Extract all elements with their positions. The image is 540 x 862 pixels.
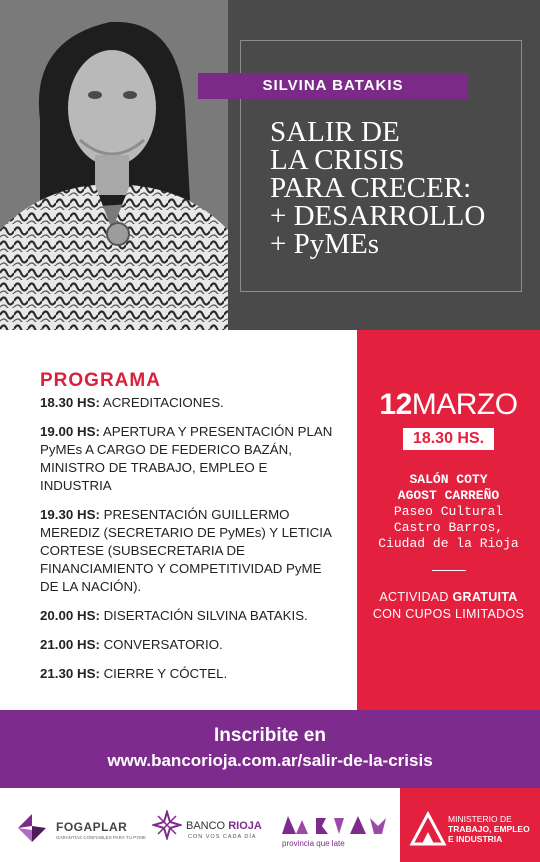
program-item <box>40 607 340 625</box>
program-item <box>40 394 340 412</box>
program-item-time: 18.30 HS: <box>40 395 100 410</box>
venue-name: SALÓN COTY <box>409 472 488 487</box>
venue-address-line: Ciudad de la Rioja <box>378 536 519 551</box>
fogaplar-logo <box>16 812 146 849</box>
la-rioja-wordmark <box>282 812 392 836</box>
banco-rioja-icon <box>152 810 182 840</box>
banco-rioja-tagline: CON VOS CADA DÍA <box>188 834 257 840</box>
divider <box>432 570 466 571</box>
program-item-text: ACREDITACIONES. <box>99 395 224 410</box>
banco-rioja-logo <box>152 810 262 845</box>
headline-line: + DESARROLLO <box>270 200 486 232</box>
ministerio-line: E INDUSTRIA <box>448 834 503 844</box>
headline-line: PARA CRECER: <box>270 172 472 204</box>
banco-rioja-name <box>186 820 262 832</box>
headline-line: SALIR DE <box>270 116 400 148</box>
program-item-time: 21.00 HS: <box>40 637 100 652</box>
ministerio-line: TRABAJO, EMPLEO <box>448 824 530 834</box>
provincia-logo <box>282 812 392 848</box>
program-item-time: 21.30 HS: <box>40 666 100 681</box>
inscription-title: Inscribite en <box>214 725 326 746</box>
ministerio-icon <box>408 808 448 848</box>
headline-line: + PyMEs <box>270 228 380 260</box>
ministerio-line: MINISTERIO DE <box>448 814 512 824</box>
provincia-tagline: provincia que late <box>282 839 345 848</box>
program-item-text: DISERTACIÓN SILVINA BATAKIS. <box>99 608 308 623</box>
activity-free: GRATUITA <box>452 590 518 604</box>
inscription-url-link[interactable]: www.bancorioja.com.ar/salir-de-la-crisis <box>107 751 433 770</box>
activity-limit: CON CUPOS LIMITADOS <box>372 607 525 621</box>
event-date <box>357 388 540 422</box>
speaker-name-banner: SILVINA BATAKIS <box>198 73 468 99</box>
program-item-time: 19.30 HS: <box>40 507 100 522</box>
inscription-band <box>0 710 540 788</box>
speaker-photo <box>0 0 228 330</box>
footer-logos <box>0 788 540 862</box>
program-item <box>40 423 340 495</box>
activity-prefix: ACTIVIDAD <box>379 590 453 604</box>
program-title: PROGRAMA <box>40 370 161 391</box>
event-venue <box>357 472 540 552</box>
rioja-word: RIOJA <box>228 820 262 832</box>
event-headline <box>270 118 530 258</box>
program-item-text: CIERRE Y CÓCTEL. <box>99 666 228 681</box>
event-month: MARZO <box>411 388 518 421</box>
venue-address-line: Paseo Cultural <box>393 504 504 519</box>
banco-word: BANCO <box>186 820 229 832</box>
program-item-time: 20.00 HS: <box>40 608 100 623</box>
fogaplar-name: FOGAPLAR <box>56 820 128 834</box>
program-item <box>40 665 340 683</box>
event-info-panel <box>357 330 540 710</box>
headline-line: LA CRISIS <box>270 144 405 176</box>
venue-address-line: Castro Barros, <box>393 520 504 535</box>
program-item-text: CONVERSATORIO. <box>99 637 223 652</box>
fogaplar-tagline: GARANTÍAS CONFIABLES PARA TU PYME <box>56 835 146 840</box>
program-item-time: 19.00 HS: <box>40 424 100 439</box>
fogaplar-icon <box>16 812 52 844</box>
program-item <box>40 506 340 596</box>
ministerio-logo <box>400 788 540 862</box>
program-item <box>40 636 340 654</box>
program-section <box>0 330 357 710</box>
header-section <box>0 0 540 330</box>
event-time-badge: 18.30 HS. <box>403 428 494 450</box>
program-item-text: PRESENTACIÓN GUILLERMO MEREDIZ (SECRETARIO DE PyMEs) Y LETICIA CORTESE (SUBSECRETARIA DE FINANCIAMIENTO Y COMPETITIVIDAD PyME DE LA NACIÓN). <box>40 507 332 594</box>
activity-note <box>357 589 540 623</box>
event-day: 12 <box>379 388 412 421</box>
venue-name: AGOST CARREÑO <box>397 488 500 503</box>
ministerio-name <box>448 814 530 844</box>
program-item-text: APERTURA Y PRESENTACIÓN PLAN PyMEs A CARGO DE FEDERICO BAZÁN, MINISTRO DE TRABAJO, EMPLEO E INDUSTRIA <box>40 424 333 493</box>
